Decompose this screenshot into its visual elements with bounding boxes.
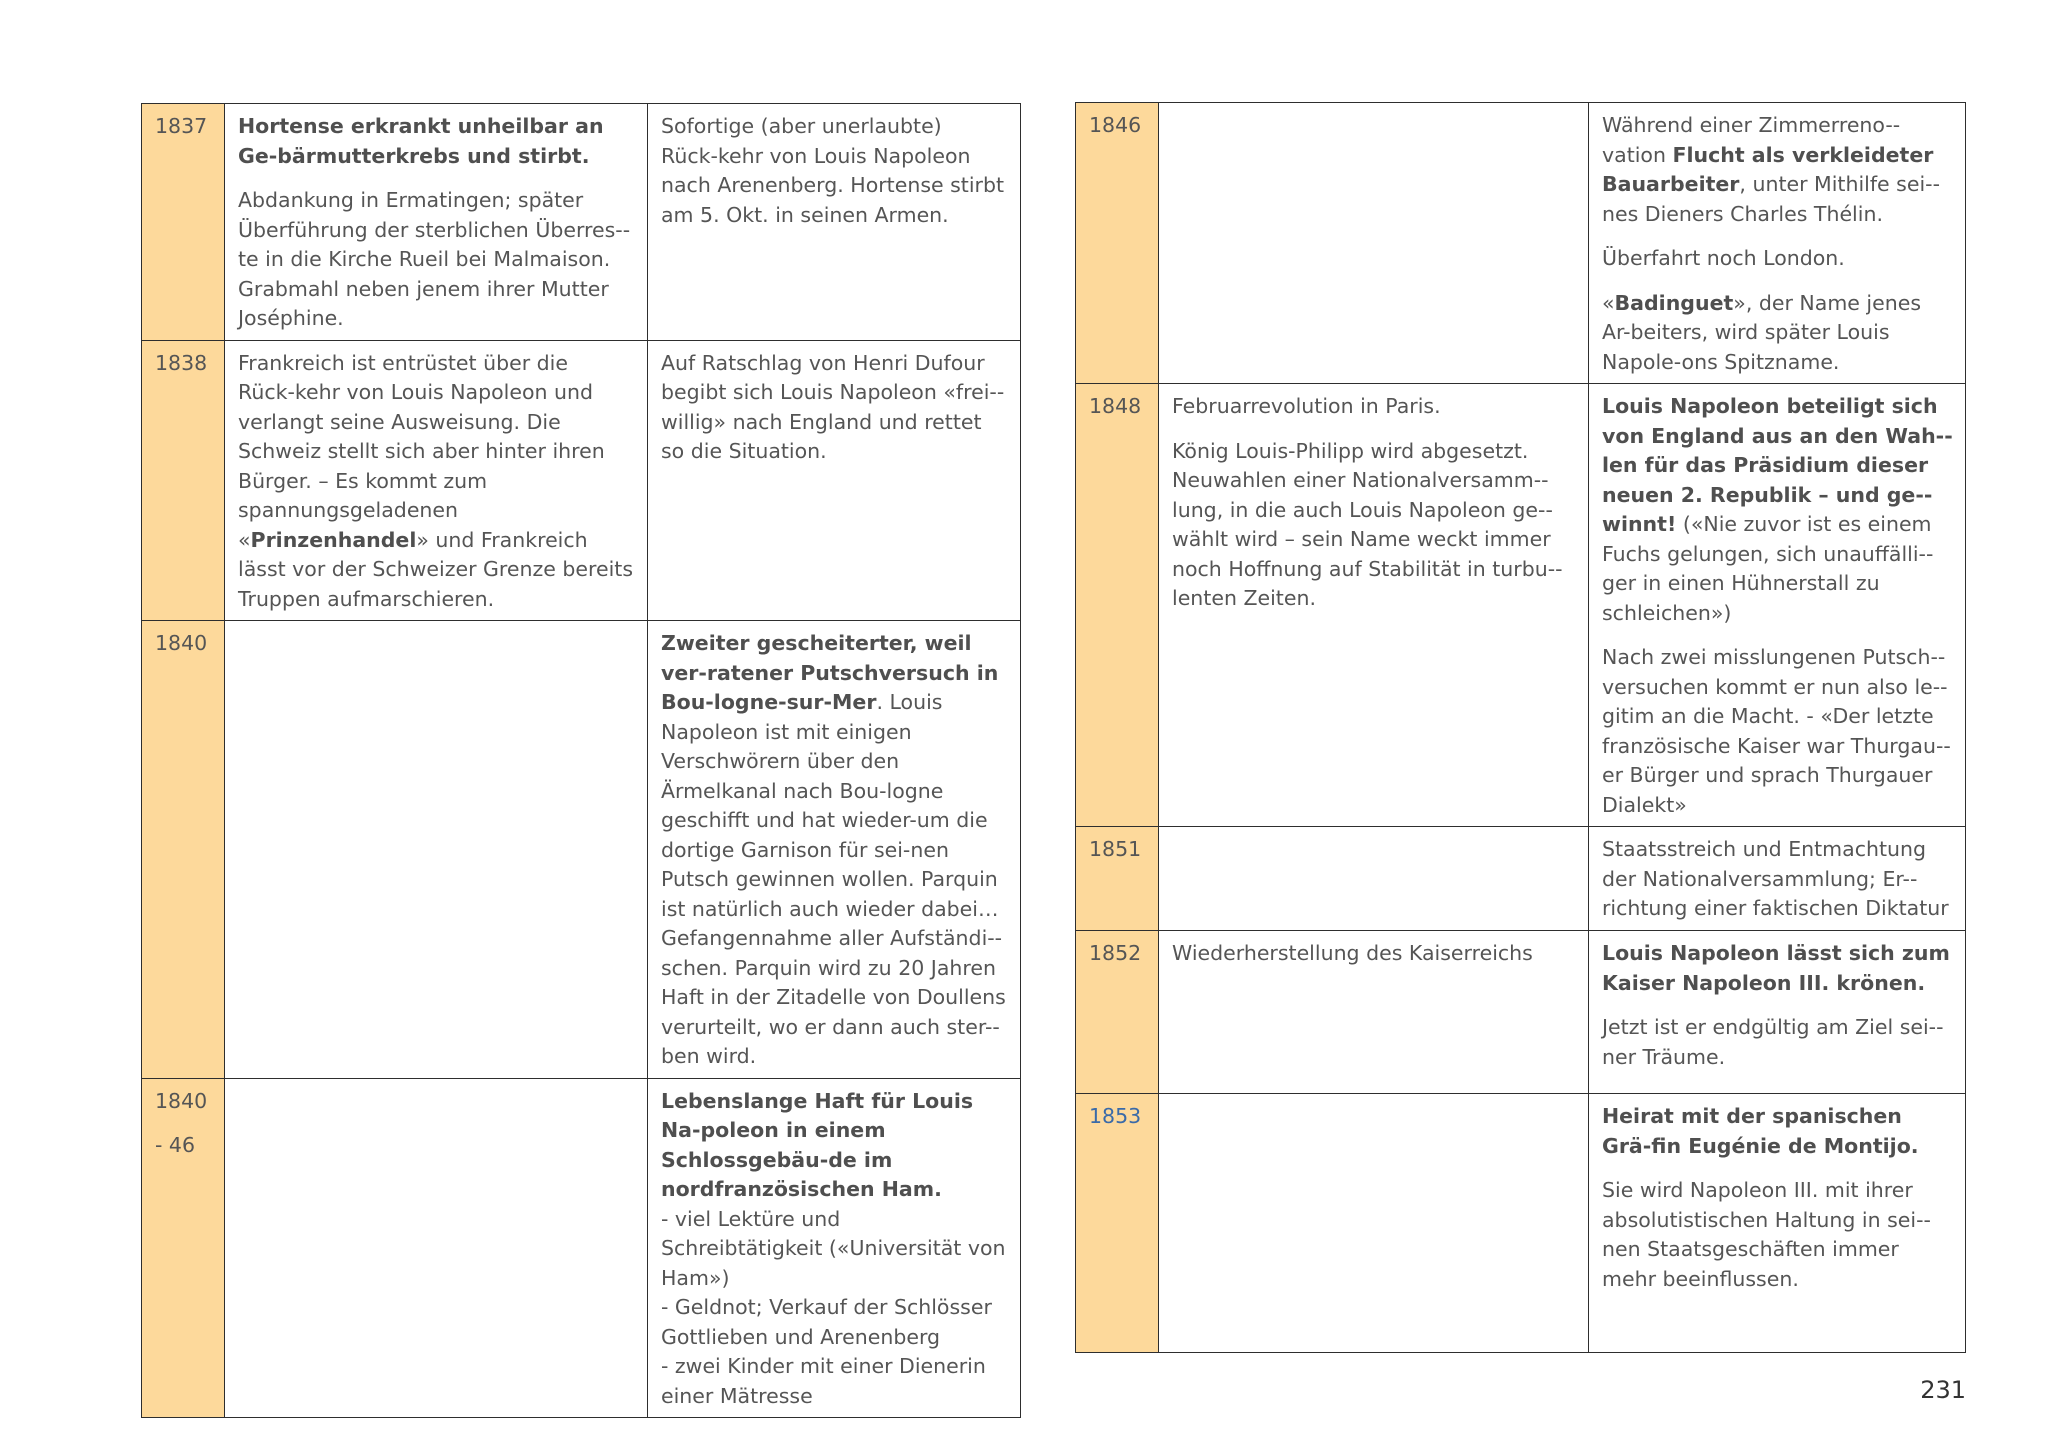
event-cell	[1159, 384, 1589, 827]
cell-paragraph	[1602, 392, 1953, 628]
timeline-table-left	[141, 103, 1021, 1418]
body-text: Gefangennahme aller Aufständi-schen. Parquin wird zu 20 Jahren Haft in der Zitadelle von Doullens verurteilt, wo er dann auch ster-ben wird.	[661, 926, 1006, 1068]
timeline-row	[1076, 384, 1966, 827]
cell-paragraph	[1602, 111, 1953, 229]
cell-paragraph	[238, 186, 635, 334]
cell-paragraph	[1602, 835, 1953, 924]
year-cell	[1076, 931, 1159, 1094]
bold-text: Louis Napoleon beteiligt sich von England aus an den Wah-len für das Präsidium dieser neuen 2. Republik – und ge-winnt!	[1602, 394, 1953, 536]
cell-paragraph	[1172, 392, 1576, 422]
timeline-row	[142, 340, 1021, 621]
body-text: König Louis-Philipp wird abgesetzt. Neuwahlen einer Nationalversamm-lung, in die auch Louis Napoleon ge-wählt wird – sein Name weckt immer noch Hoffnung auf Stabilität in turbu-lenten Zeiten.	[1172, 438, 1563, 610]
body-text: Sofortige (aber unerlaubte) Rück-kehr von Louis Napoleon nach Arenenberg. Hortense stirbt am 5. Okt. in seinen Armen.	[661, 114, 1005, 227]
timeline-row	[142, 1078, 1021, 1418]
event-cell	[225, 1078, 648, 1418]
timeline-row	[1076, 931, 1966, 1094]
cell-paragraph	[1602, 289, 1953, 378]
body-text: Jetzt ist er endgültig am Ziel sei-ner Träume.	[1602, 1015, 1944, 1069]
body-text: («Nie zuvor ist es einem Fuchs gelungen, sich unauffälli-ger in einen Hühnerstall zu schleichen»)	[1602, 512, 1934, 625]
timeline-row	[1076, 827, 1966, 931]
cell-paragraph	[1172, 939, 1576, 969]
body-text: , unter Mithilfe sei-nes Dieners Charles Thélin.	[1602, 172, 1940, 226]
napoleon-cell	[648, 621, 1021, 1079]
napoleon-cell	[1589, 103, 1966, 384]
year-cell	[1076, 827, 1159, 931]
cell-paragraph	[1602, 1176, 1953, 1294]
body-text: Februarrevolution in Paris.	[1172, 394, 1441, 418]
cell-paragraph	[238, 112, 635, 171]
year-label: 1837	[155, 114, 208, 138]
year-label: 1853	[1089, 1104, 1142, 1128]
body-text: Nach zwei misslungenen Putsch-versuchen kommt er nun also le-gitim an die Macht. - «Der letzte französische Kaiser war Thurgau-er Bürger und sprach Thurgauer Dialekt»	[1602, 645, 1951, 817]
timeline-table-right	[1075, 102, 1966, 1353]
event-cell	[225, 621, 648, 1079]
year-label: 1851	[1089, 837, 1142, 861]
cell-paragraph	[661, 1205, 1008, 1294]
body-text: - viel Lektüre und Schreibtätigkeit («Universität von Ham»)	[661, 1206, 1006, 1290]
event-cell	[1159, 103, 1589, 384]
year-cell	[1076, 1094, 1159, 1353]
napoleon-cell	[648, 1078, 1021, 1418]
cell-paragraph	[661, 112, 1008, 230]
body-text: Überfahrt noch London.	[1602, 246, 1845, 270]
body-text: » und Frankreich lässt vor der Schweizer Grenze bereits Truppen aufmarschieren.	[238, 527, 634, 611]
year-cell	[142, 1078, 225, 1418]
body-text: Abdankung in Ermatingen; später Überführung der sterblichen Überres-te in die Kirche Rueil bei Malmaison. Grabmahl neben jenem ihrer Mutter Joséphine.	[238, 188, 631, 330]
year-cell	[142, 104, 225, 341]
year-label: 1840	[155, 631, 208, 655]
body-text: . Louis Napoleon ist mit einigen Verschwörern über den Ärmelkanal nach Bou-logne geschifft und hat wieder-um die dortige Garnison für sei-nen Putsch gewinnen wollen. Parquin ist natürlich auch wieder dabei…	[661, 690, 999, 921]
cell-paragraph	[661, 1293, 1008, 1352]
cell-paragraph	[661, 349, 1008, 467]
year-label: 1848	[1089, 394, 1142, 418]
year-label: 1840	[155, 1088, 208, 1113]
cell-paragraph	[1602, 1013, 1953, 1072]
napoleon-cell	[1589, 827, 1966, 931]
napoleon-cell	[648, 104, 1021, 341]
timeline-row	[1076, 103, 1966, 384]
bold-text: Badinguet	[1614, 290, 1734, 315]
bold-text: Louis Napoleon lässt sich zum Kaiser Napoleon III. krönen.	[1602, 941, 1950, 995]
timeline-row	[142, 104, 1021, 341]
event-cell	[1159, 1094, 1589, 1353]
event-cell	[1159, 827, 1589, 931]
year-label: 1838	[155, 350, 208, 375]
body-text: Während einer Zimmerreno-vation	[1602, 113, 1901, 167]
bold-text: Prinzenhandel	[250, 527, 417, 552]
cell-paragraph	[661, 1352, 1008, 1411]
cell-paragraph	[661, 924, 1008, 1072]
year-label: 1852	[1089, 941, 1142, 965]
event-cell	[1159, 931, 1589, 1094]
bold-text: Flucht als verkleideter Bauarbeiter	[1602, 142, 1934, 196]
event-cell	[225, 340, 648, 621]
event-cell	[225, 104, 648, 341]
napoleon-cell	[1589, 1094, 1966, 1353]
cell-paragraph	[1172, 437, 1576, 614]
body-text: Sie wird Napoleon III. mit ihrer absolutistischen Haltung in sei-nen Staatsgeschäften immer mehr beeinflussen.	[1602, 1178, 1931, 1291]
bold-text: Lebenslange Haft für Louis Na-poleon in einem Schlossgebäu-de im nordfranzösischen Ham.	[661, 1088, 974, 1201]
year-label: 1846	[1089, 113, 1142, 137]
body-text: Wiederherstellung des Kaiserreichs	[1172, 941, 1533, 965]
bold-text: Heirat mit der spanischen Grä-fin Eugénie de Montijo.	[1602, 1104, 1919, 1158]
cell-paragraph	[1602, 244, 1953, 274]
body-text: Frankreich ist entrüstet über die Rück-kehr von Louis Napoleon und verlangt seine Ausweisung. Die Schweiz stellt sich aber hinter ihren Bürger. – Es kommt zum spannungsgeladenen «	[238, 350, 605, 552]
napoleon-cell	[1589, 931, 1966, 1094]
body-text: », der Name jenes Ar-beiters, wird später Louis Napole-ons Spitzname.	[1602, 290, 1922, 374]
napoleon-cell	[1589, 384, 1966, 827]
timeline-row	[1076, 1094, 1966, 1353]
body-text: - Geldnot; Verkauf der Schlösser Gottlieben und Arenenberg	[661, 1295, 992, 1349]
body-text: Auf Ratschlag von Henri Dufour begibt sich Louis Napoleon «frei-willig» nach England und rettet so die Situation.	[661, 350, 1005, 463]
year-cell	[1076, 103, 1159, 384]
cell-paragraph	[1602, 1102, 1953, 1161]
body-text: «	[1602, 290, 1615, 315]
year-cell	[142, 621, 225, 1079]
body-text: Staatsstreich und Entmachtung der Nationalversammlung; Er-richtung einer faktischen Diktatur	[1602, 837, 1949, 920]
cell-paragraph	[661, 1087, 1008, 1205]
cell-paragraph	[1602, 643, 1953, 820]
bold-text: Hortense erkrankt unheilbar an Ge-bärmutterkrebs und stirbt.	[238, 114, 604, 168]
cell-paragraph	[661, 629, 1008, 924]
cell-paragraph	[1602, 939, 1953, 998]
bold-text: Zweiter gescheiterter, weil ver-ratener Putschversuch in Bou-logne-sur-Mer	[661, 631, 999, 714]
body-text: - zwei Kinder mit einer Dienerin einer Mätresse	[661, 1354, 986, 1408]
napoleon-cell	[648, 340, 1021, 621]
year-label: - 46	[155, 1133, 195, 1157]
page-number: 231	[1920, 1376, 1966, 1404]
timeline-row	[142, 621, 1021, 1079]
year-cell	[1076, 384, 1159, 827]
cell-paragraph	[238, 349, 635, 615]
year-cell	[142, 340, 225, 621]
